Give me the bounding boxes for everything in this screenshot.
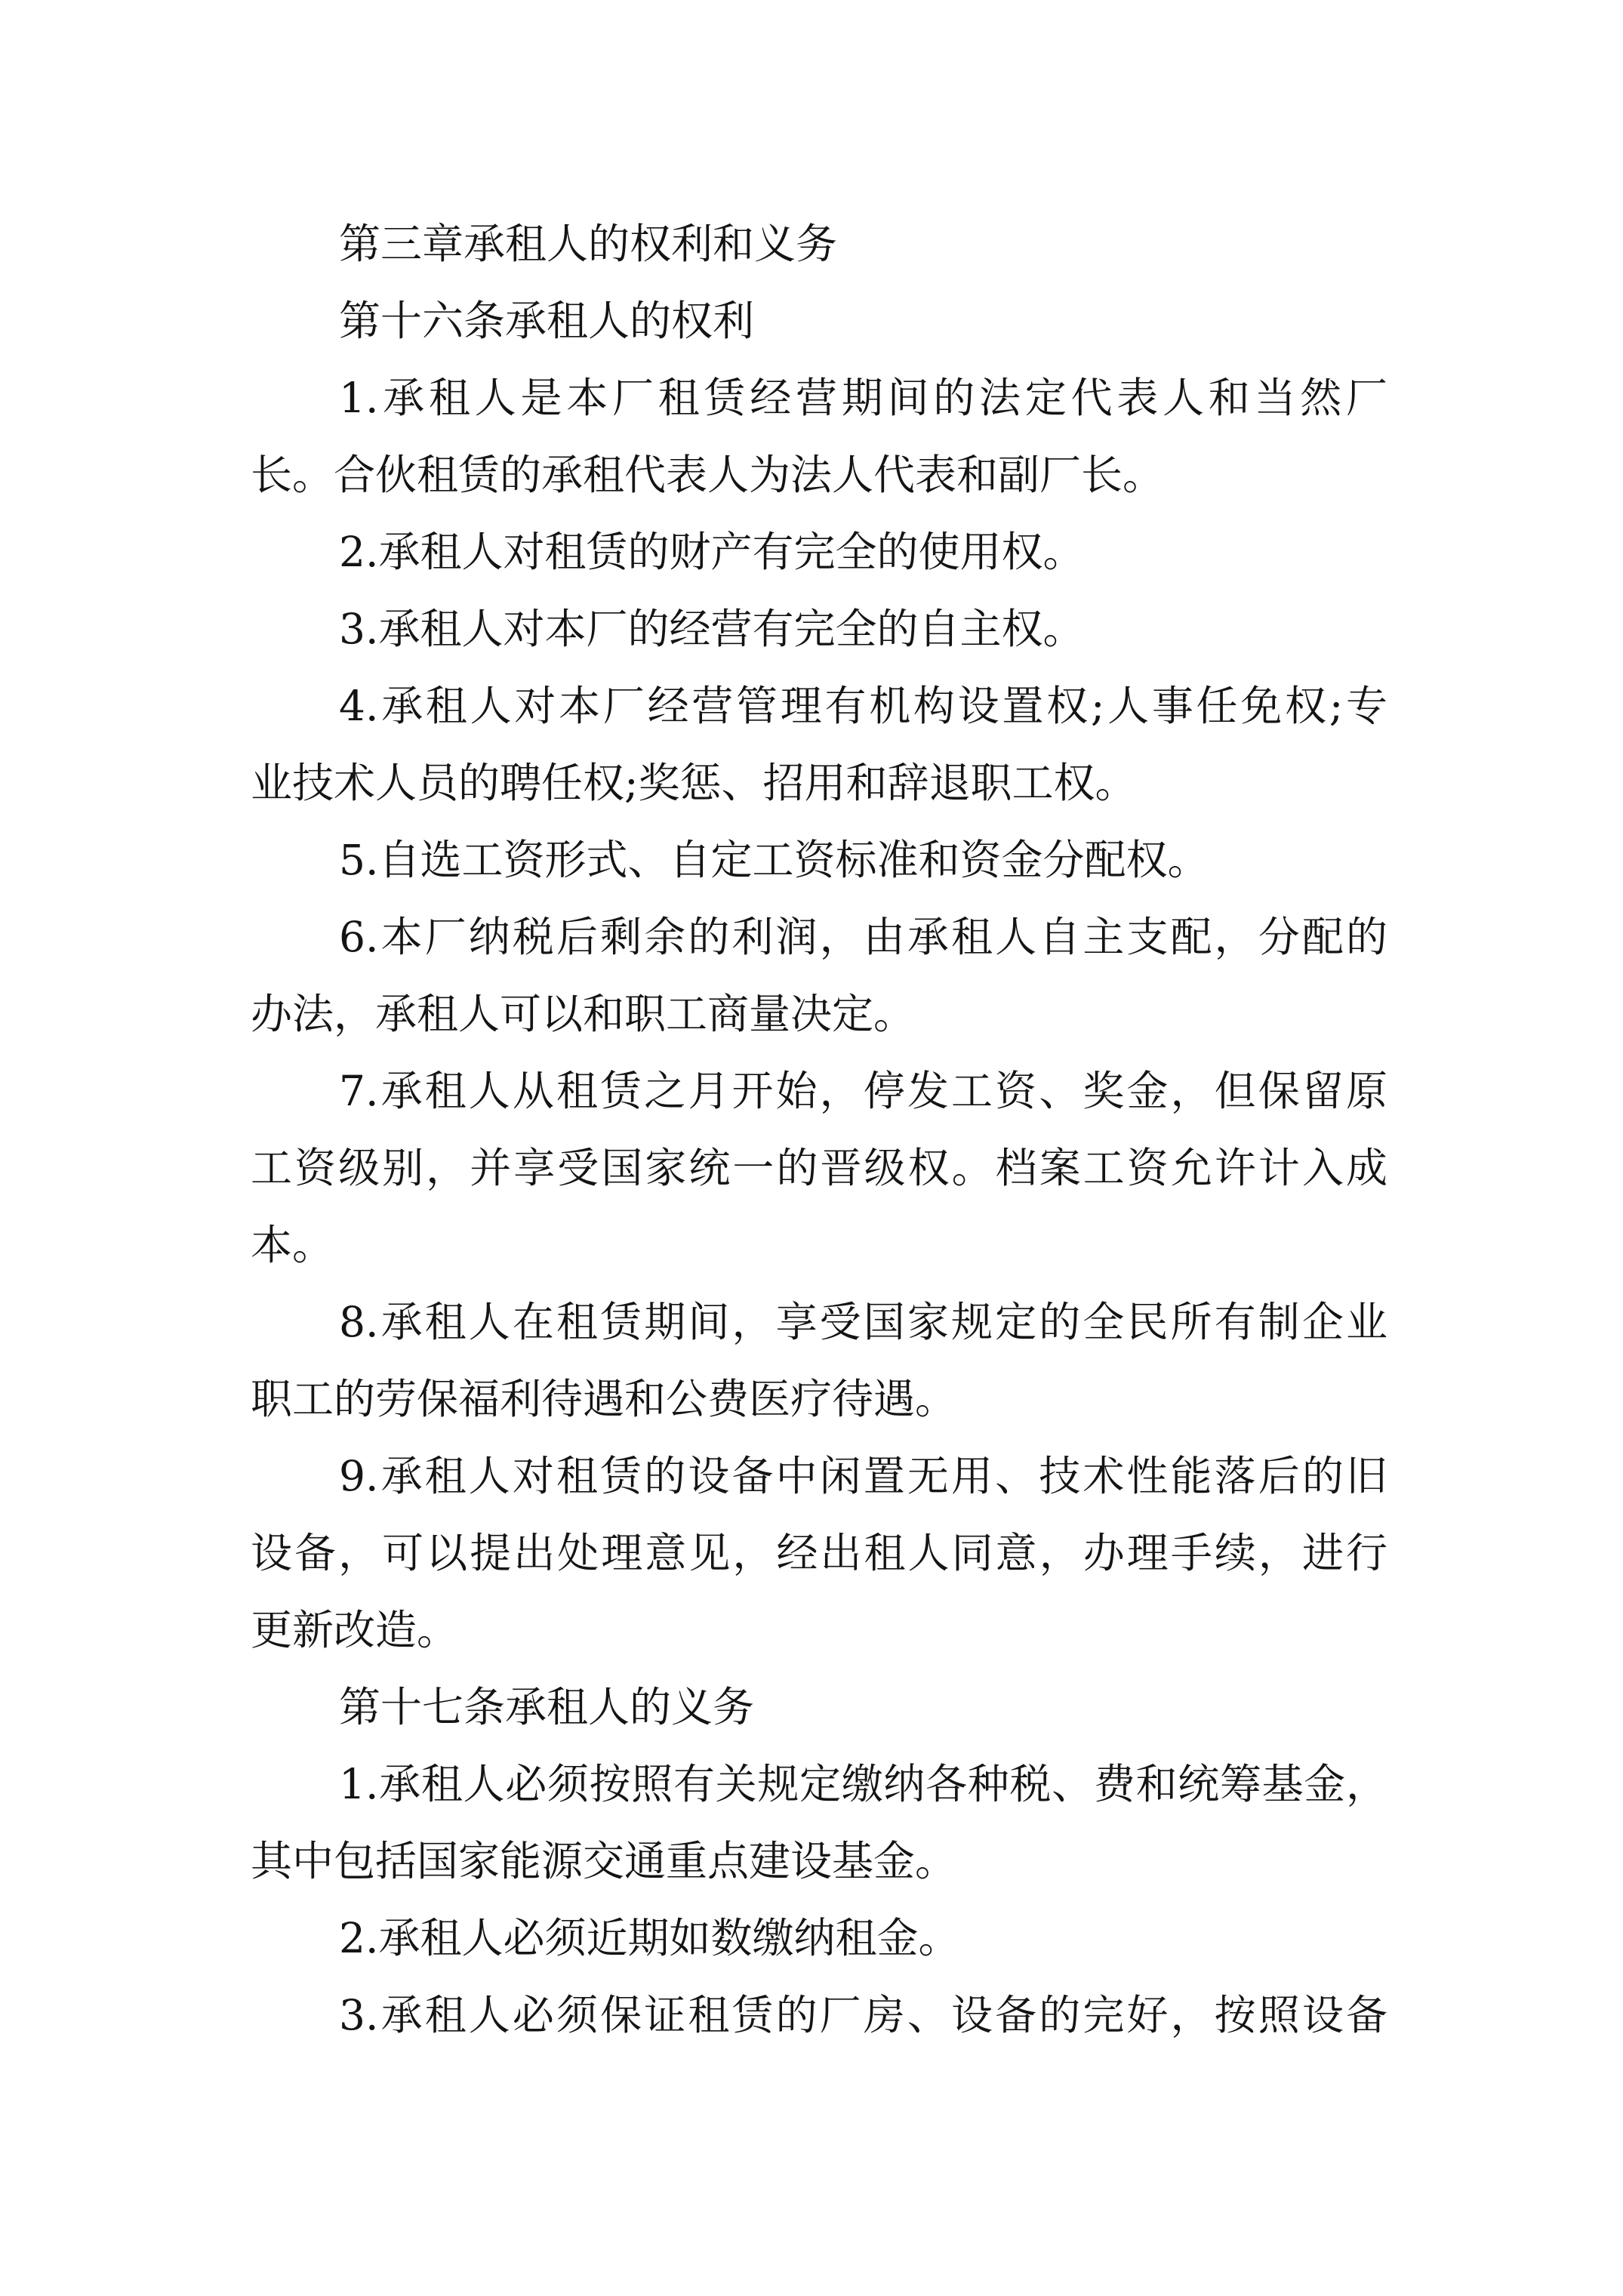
- paragraph: [251, 1669, 1387, 1746]
- paragraph: [251, 1977, 1387, 2054]
- paragraph-line: 1.承租人是本厂租赁经营期间的法定代表人和当然厂: [339, 374, 1387, 422]
- paragraph-line: 本。: [251, 1221, 334, 1269]
- paragraph: [251, 821, 1387, 898]
- paragraph-line: 4.承租人对本厂经营管理有机构设置权;人事任免权;专: [339, 682, 1387, 730]
- paragraph: [251, 1438, 1387, 1669]
- paragraph-line: 2.承租人必须近期如数缴纳租金。: [339, 1914, 960, 1962]
- paragraph: [251, 359, 1387, 513]
- paragraph-line: 3.承租人对本厂的经营有完全的自主权。: [339, 605, 1085, 653]
- paragraph: [251, 590, 1387, 667]
- paragraph-line: 设备，可以提出处理意见，经出租人同意，办理手续，进行: [251, 1529, 1387, 1577]
- paragraph: [251, 1900, 1387, 1977]
- paragraph: [251, 1746, 1387, 1900]
- document-body: [251, 205, 1387, 2054]
- paragraph-line: 第三章承租人的权利和义务: [339, 220, 838, 268]
- paragraph-line: 长。合伙租赁的承租代表人为法人代表和副厂长。: [251, 451, 1165, 499]
- paragraph: [251, 513, 1387, 590]
- paragraph: [251, 1052, 1387, 1284]
- paragraph: [251, 282, 1387, 359]
- paragraph-line: 9.承租人对租赁的设备中闲置无用、技术性能落后的旧: [339, 1452, 1387, 1500]
- paragraph: [251, 205, 1387, 282]
- paragraph-line: 业技术人员的聘任权;奖惩、招用和辞退职工权。: [251, 759, 1137, 807]
- paragraph-line: 其中包括国家能源交通重点建设基金。: [251, 1837, 957, 1885]
- paragraph-line: 2.承租人对租赁的财产有完全的使用权。: [339, 528, 1085, 576]
- paragraph-line: 工资级别，并享受国家统一的晋级权。档案工资允许计入成: [251, 1144, 1387, 1192]
- paragraph-line: 更新改造。: [251, 1606, 459, 1654]
- paragraph: [251, 1284, 1387, 1438]
- paragraph-line: 8.承租人在租赁期间，享受国家规定的全民所有制企业: [339, 1298, 1387, 1346]
- paragraph: [251, 667, 1387, 821]
- paragraph-line: 6.本厂纳税后剩余的利润，由承租人自主支配，分配的: [339, 913, 1387, 961]
- paragraph-line: 5.自选工资形式、自定工资标准和资金分配权。: [339, 836, 1209, 884]
- paragraph-line: 3.承租人必须保证租赁的厂房、设备的完好，按照设备: [339, 1991, 1387, 2039]
- paragraph-line: 1.承租人必须按照有关规定缴纳各种税、费和统筹基金，: [339, 1760, 1387, 1808]
- paragraph: [251, 898, 1387, 1052]
- paragraph-line: 职工的劳保福利待遇和公费医疗待遇。: [251, 1375, 957, 1423]
- paragraph-line: 办法，承租人可以和职工商量决定。: [251, 990, 916, 1038]
- paragraph-line: 第十六条承租人的权利: [339, 297, 755, 345]
- paragraph-line: 7.承租人从租赁之月开始，停发工资、奖金，但保留原: [339, 1067, 1387, 1115]
- paragraph-line: 第十七条承租人的义务: [339, 1683, 755, 1731]
